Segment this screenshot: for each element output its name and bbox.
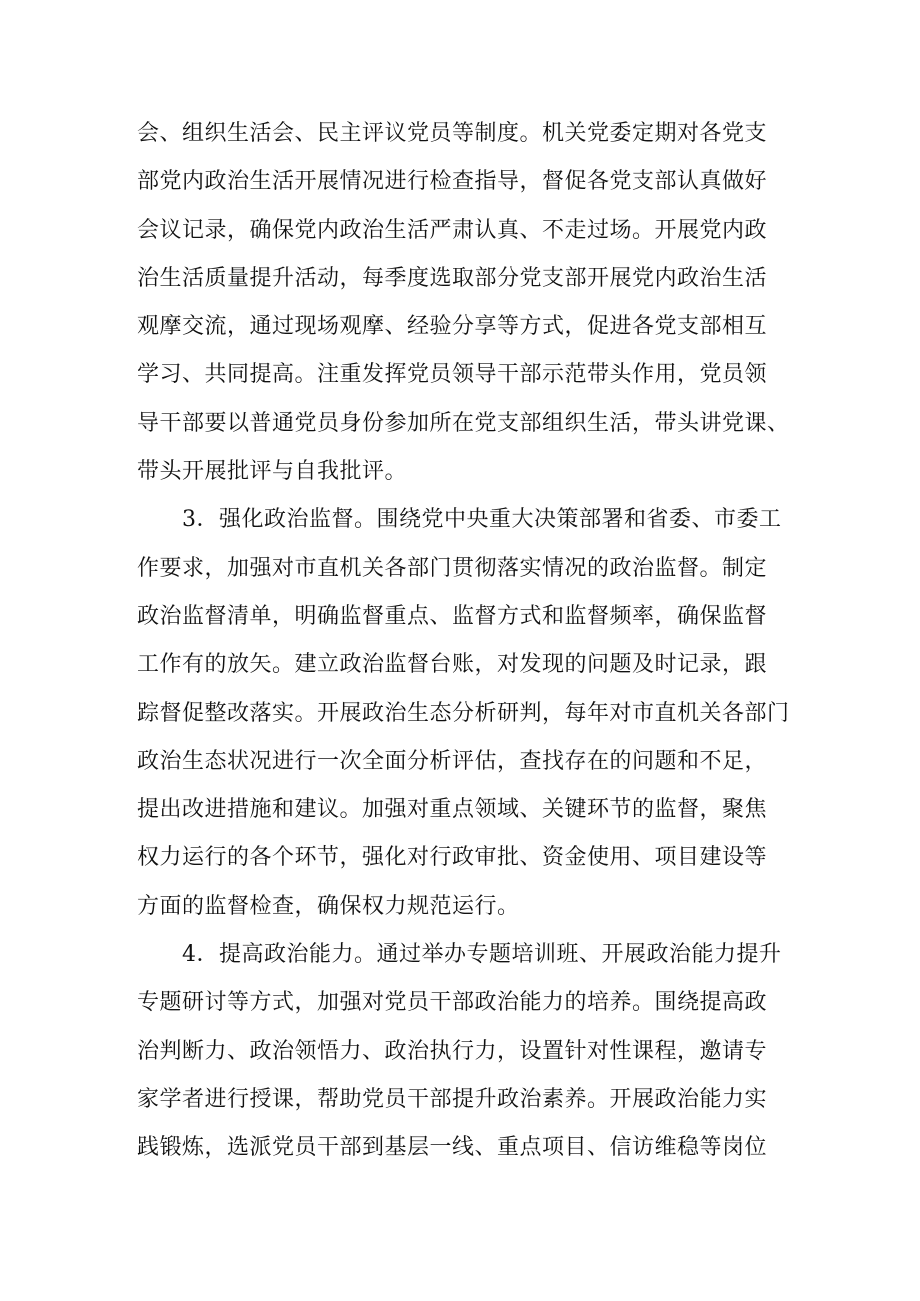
text-line-11: 政治监督清单，明确监督重点、监督方式和监督频率，确保监督: [137, 603, 768, 629]
text-line-9: 3．强化政治监督。围绕党中央重大决策部署和省委、市委工: [137, 507, 782, 533]
text-line-18: 4．提高政治能力。通过举办专题培训班、开展政治能力提升: [137, 942, 782, 968]
text-line-19: 专题研讨等方式，加强对党员干部政治能力的培养。围绕提高政: [137, 990, 768, 1016]
text-line-14: 政治生态状况进行一次全面分析评估，查找存在的问题和不足，: [137, 748, 768, 774]
text-line-4: 治生活质量提升活动，每季度选取部分党支部开展党内政治生活: [137, 265, 768, 291]
body-text: [137, 110, 797, 1173]
text-line-6: 学习、共同提高。注重发挥党员领导干部示范带头作用，党员领: [137, 362, 768, 388]
text-line-15: 提出改进措施和建议。加强对重点领域、关键环节的监督，聚焦: [137, 797, 768, 823]
text-line-16: 权力运行的各个环节，强化对行政审批、资金使用、项目建设等: [137, 845, 768, 871]
text-line-3: 会议记录，确保党内政治生活严肃认真、不走过场。开展党内政: [137, 217, 768, 243]
text-line-22: 践锻炼，选派党员干部到基层一线、重点项目、信访维稳等岗位: [137, 1135, 768, 1161]
text-line-7: 导干部要以普通党员身份参加所在党支部组织生活，带头讲党课、: [137, 410, 790, 436]
text-line-1: 会、组织生活会、民主评议党员等制度。机关党委定期对各党支: [137, 121, 768, 146]
text-line-17: 方面的监督检查，确保权力规范运行。: [137, 893, 520, 919]
text-line-5: 观摩交流，通过现场观摩、经验分享等方式，促进各党支部相互: [137, 314, 768, 340]
text-line-20: 治判断力、政治领悟力、政治执行力，设置针对性课程，邀请专: [137, 1038, 768, 1064]
text-line-2: 部党内政治生活开展情况进行检查指导，督促各党支部认真做好: [137, 169, 768, 195]
text-line-13: 踪督促整改落实。开展政治生态分析研判，每年对市直机关各部门: [137, 700, 790, 726]
text-line-10: 作要求，加强对市直机关各部门贯彻落实情况的政治监督。制定: [137, 555, 768, 581]
text-line-21: 家学者进行授课，帮助党员干部提升政治素养。开展政治能力实: [137, 1086, 768, 1112]
text-line-8: 带头开展批评与自我批评。: [137, 459, 408, 485]
text-line-12: 工作有的放矢。建立政治监督台账，对发现的问题及时记录，跟: [137, 652, 768, 678]
